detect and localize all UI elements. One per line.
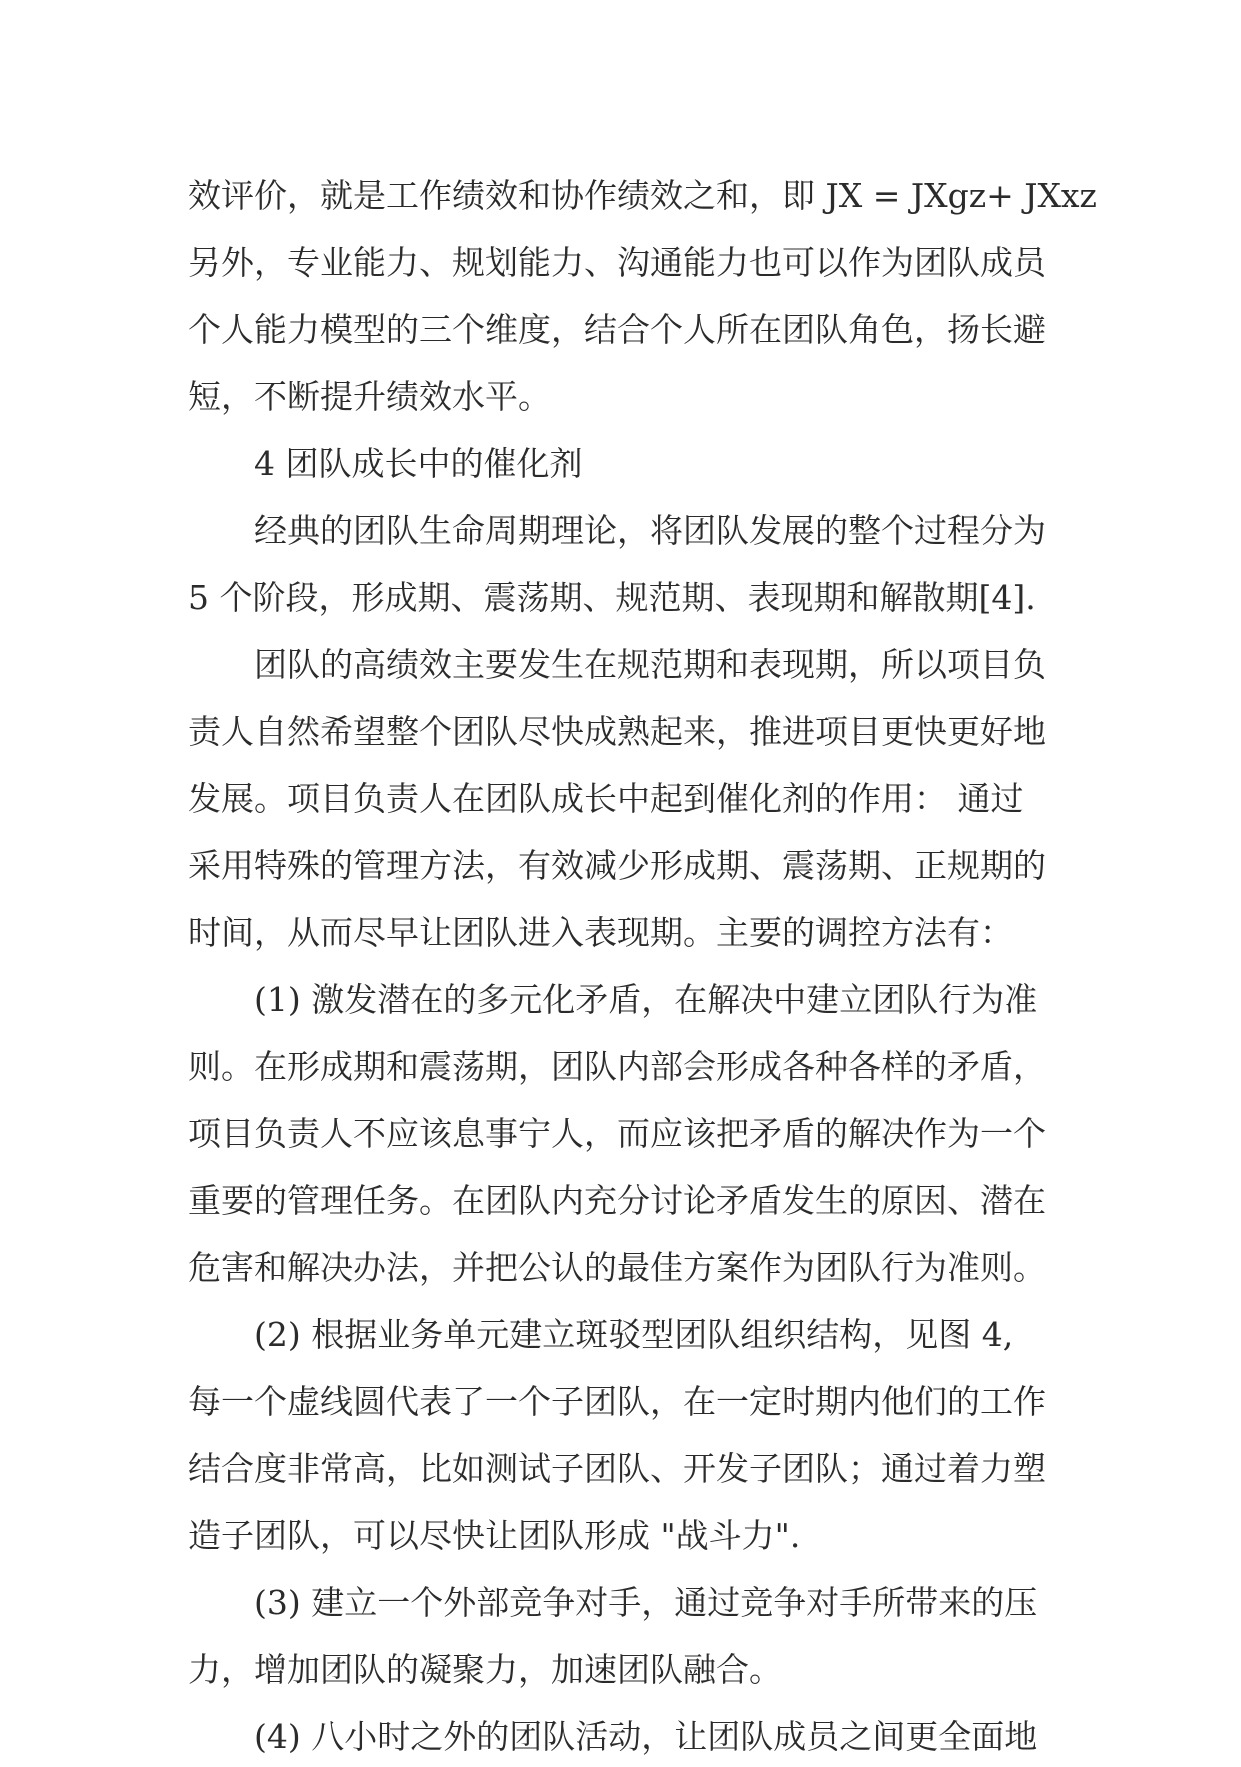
paragraph-line: 个人能力模型的三个维度，结合个人所在团队角色，扬长避: [188, 310, 1046, 349]
section-heading: 4 团队成长中的催化剂: [254, 444, 583, 483]
paragraph-line: 团队的高绩效主要发生在规范期和表现期，所以项目负: [254, 645, 1046, 684]
paragraph-line: 责人自然希望整个团队尽快成熟起来，推进项目更快更好地: [188, 712, 1046, 751]
list-item-line: (2) 根据业务单元建立斑驳型团队组织结构，见图 4,: [254, 1315, 1014, 1354]
paragraph-line: 短，不断提升绩效水平。: [188, 377, 551, 416]
paragraph-line: 另外，专业能力、规划能力、沟通能力也可以作为团队成员: [188, 243, 1046, 282]
list-item-line: 重要的管理任务。在团队内充分讨论矛盾发生的原因、潜在: [188, 1181, 1046, 1220]
paragraph-line: 5 个阶段，形成期、震荡期、规范期、表现期和解散期[4].: [188, 578, 1036, 617]
list-item-line: 危害和解决办法，并把公认的最佳方案作为团队行为准则。: [188, 1248, 1046, 1287]
list-item-line: 每一个虚线圆代表了一个子团队，在一定时期内他们的工作: [188, 1382, 1046, 1421]
list-item-line: 力，增加团队的凝聚力，加速团队融合。: [188, 1650, 782, 1689]
paragraph-line: 经典的团队生命周期理论，将团队发展的整个过程分为: [254, 511, 1046, 550]
paragraph-line: 采用特殊的管理方法，有效减少形成期、震荡期、正规期的: [188, 846, 1046, 885]
list-item-line: 结合度非常高，比如测试子团队、开发子团队；通过着力塑: [188, 1449, 1046, 1488]
paragraph-line: 时间，从而尽早让团队进入表现期。主要的调控方法有：: [188, 913, 1013, 952]
list-item-line: (1) 激发潜在的多元化矛盾，在解决中建立团队行为准: [254, 980, 1038, 1019]
list-item-line: 项目负责人不应该息事宁人，而应该把矛盾的解决作为一个: [188, 1114, 1046, 1153]
list-item-line: (4) 八小时之外的团队活动，让团队成员之间更全面地: [254, 1717, 1038, 1756]
list-item-line: 造子团队，可以尽快让团队形成 "战斗力".: [188, 1516, 801, 1555]
paragraph-line: 效评价，就是工作绩效和协作绩效之和，即 JX = JXgz+ JXxz: [188, 176, 1097, 215]
paragraph-line: 发展。项目负责人在团队成长中起到催化剂的作用： 通过: [188, 779, 1024, 818]
list-item-line: 则。在形成期和震荡期，团队内部会形成各种各样的矛盾，: [188, 1047, 1046, 1086]
list-item-line: (3) 建立一个外部竞争对手，通过竞争对手所带来的压: [254, 1583, 1038, 1622]
